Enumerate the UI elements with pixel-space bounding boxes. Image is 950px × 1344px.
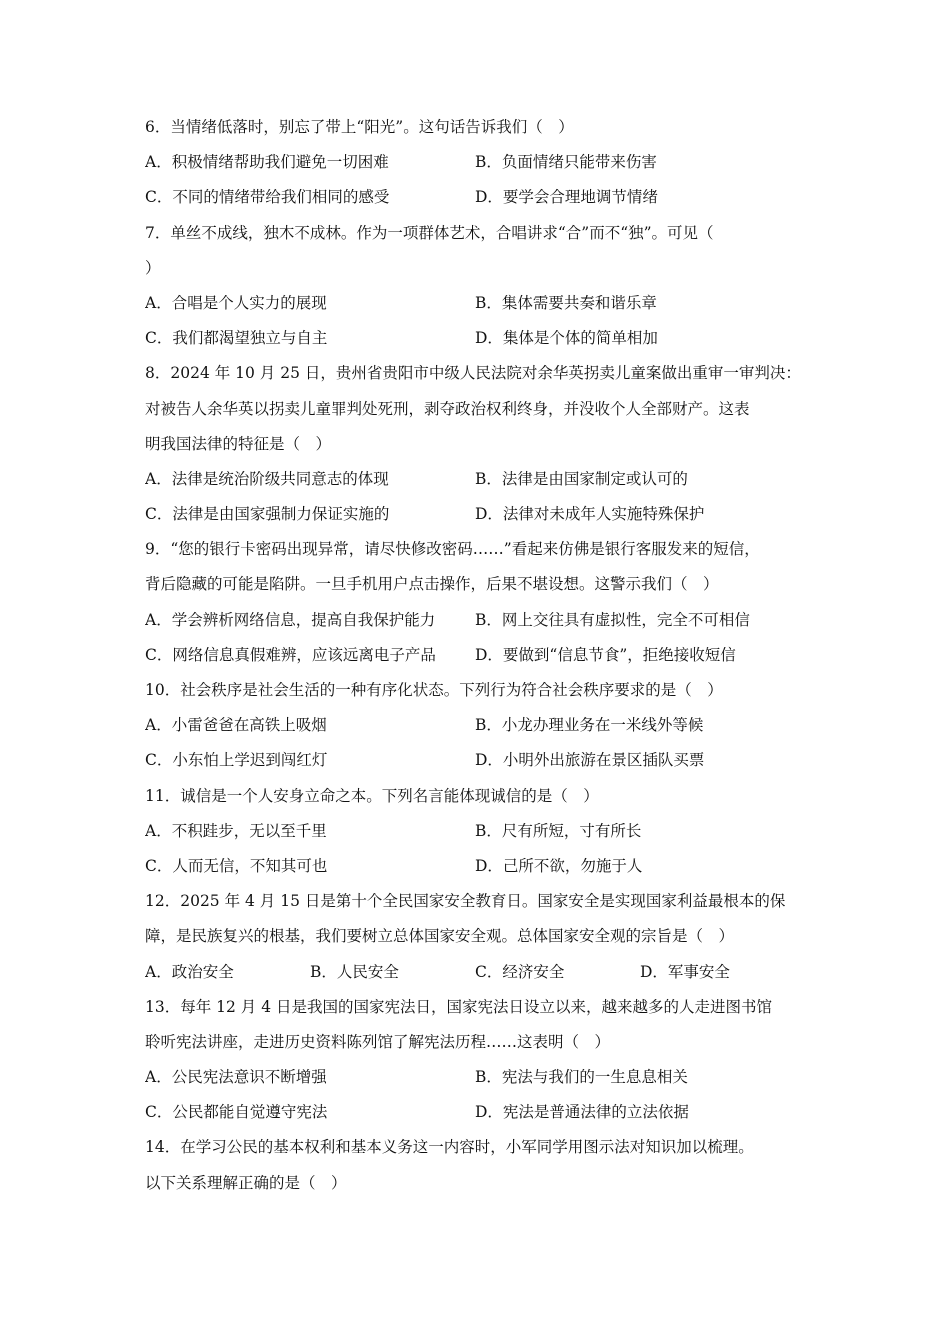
question-stem-line: 11．诚信是一个人安身立命之本。下列名言能体现诚信的是（ ） [145, 786, 599, 805]
option-b: B．网上交往具有虚拟性，完全不可相信 [475, 610, 750, 629]
option-a: A．积极情绪帮助我们避免一切困难 [145, 153, 389, 172]
option-row [145, 1060, 815, 1095]
option-a: A．公民宪法意识不断增强 [145, 1068, 327, 1087]
question-stem-line: 12．2025 年 4 月 15 日是第十个全民国家安全教育日。国家安全是实现国家利益最根本的保 [145, 892, 786, 911]
option-row [145, 743, 815, 778]
question-9 [145, 532, 815, 673]
question-stem-line: 聆听宪法讲座，走进历史资料陈列馆了解宪法历程……这表明（ ） [145, 1032, 611, 1051]
question-10 [145, 673, 815, 779]
question-stem-line: 10．社会秩序是社会生活的一种有序化状态。下列行为符合社会秩序要求的是（ ） [145, 681, 723, 699]
question-stem-line: 对被告人余华英以拐卖儿童罪判处死刑，剥夺政治权利终身，并没收个人全部财产。这表 [145, 399, 750, 418]
option-row [145, 180, 815, 215]
option-b: B．集体需要共奏和谐乐章 [475, 293, 657, 312]
option-a: A．不积跬步，无以至千里 [145, 821, 327, 840]
option-c: C．不同的情绪带给我们相同的感受 [145, 188, 390, 207]
option-b: B．法律是由国家制定或认可的 [475, 469, 688, 488]
option-a: A．法律是统治阶级共同意志的体现 [145, 469, 389, 488]
option-a: A．学会辨析网络信息，提高自我保护能力 [145, 610, 436, 629]
question-11 [145, 779, 815, 885]
question-stem-line: 障，是民族复兴的根基，我们要树立总体国家安全观。总体国家安全观的宗旨是（ ） [145, 927, 735, 946]
option-b: B．小龙办理业务在一米线外等候 [475, 716, 704, 735]
option-row [145, 849, 815, 884]
option-a: A．小雷爸爸在高铁上吸烟 [145, 716, 327, 735]
question-list [145, 110, 815, 1201]
option-b: B．人民安全 [310, 962, 399, 981]
option-d: D．小明外出旅游在景区插队买票 [475, 751, 705, 770]
question-stem-line: 明我国法律的特征是（ ） [145, 434, 332, 453]
option-c: C．我们都渴望独立与自主 [145, 329, 328, 348]
option-d: D．军事安全 [640, 962, 730, 981]
option-b: B．宪法与我们的一生息息相关 [475, 1068, 688, 1087]
option-row [145, 638, 815, 673]
option-a: A．合唱是个人实力的展现 [145, 293, 327, 312]
option-c: C．小东怕上学迟到闯红灯 [145, 751, 328, 770]
option-row [145, 1095, 815, 1130]
question-stem-line: ） [145, 258, 161, 277]
question-stem-line: 8．2024 年 10 月 25 日，贵州省贵阳市中级人民法院对余华英拐卖儿童案做出重审一审判决： [145, 364, 801, 383]
option-c: C．经济安全 [475, 962, 565, 981]
option-d: D．宪法是普通法律的立法依据 [475, 1103, 689, 1122]
option-d: D．集体是个体的简单相加 [475, 329, 658, 348]
option-row [145, 286, 815, 321]
question-13 [145, 990, 815, 1131]
option-row [145, 603, 815, 638]
option-row [145, 321, 815, 356]
question-stem-line: 6．当情绪低落时，别忘了带上“阳光”。这句话告诉我们（ ） [145, 118, 574, 136]
option-b: B．负面情绪只能带来伤害 [475, 153, 657, 172]
option-row [145, 814, 815, 849]
option-row [145, 462, 815, 497]
option-row [145, 497, 815, 532]
question-stem-line: 13．每年 12 月 4 日是我国的国家宪法日，国家宪法日设立以来，越来越多的人走进图书馆 [145, 997, 773, 1016]
option-d: D．己所不欲，勿施于人 [475, 856, 643, 875]
option-c: C．公民都能自觉遵守宪法 [145, 1103, 328, 1122]
option-c: C．人而无信，不知其可也 [145, 856, 328, 875]
question-8 [145, 356, 815, 532]
question-stem-line: 以下关系理解正确的是（ ） [145, 1173, 347, 1192]
option-row [145, 955, 815, 990]
option-row [145, 708, 815, 743]
option-d: D．要做到“信息节食”，拒绝接收短信 [475, 645, 736, 664]
option-d: D．要学会合理地调节情绪 [475, 188, 658, 207]
question-stem-line: 9．“您的银行卡密码出现异常，请尽快修改密码……”看起来仿佛是银行客服发来的短信， [145, 540, 760, 559]
question-stem-line: 7．单丝不成线，独木不成林。作为一项群体艺术，合唱讲求“合”而不“独”。可见（ [145, 223, 714, 242]
question-6 [145, 110, 815, 216]
option-a: A．政治安全 [145, 962, 234, 981]
question-7 [145, 216, 815, 357]
option-row [145, 145, 815, 180]
question-14 [145, 1130, 815, 1200]
option-c: C．网络信息真假难辨，应该远离电子产品 [145, 645, 436, 664]
question-stem-line: 背后隐藏的可能是陷阱。一旦手机用户点击操作，后果不堪设想。这警示我们（ ） [145, 575, 719, 594]
option-b: B．尺有所短，寸有所长 [475, 821, 642, 840]
option-c: C．法律是由国家强制力保证实施的 [145, 505, 390, 524]
option-d: D．法律对未成年人实施特殊保护 [475, 505, 705, 524]
question-stem-line: 14．在学习公民的基本权利和基本义务这一内容时，小军同学用图示法对知识加以梳理。 [145, 1138, 754, 1157]
question-12 [145, 884, 815, 990]
